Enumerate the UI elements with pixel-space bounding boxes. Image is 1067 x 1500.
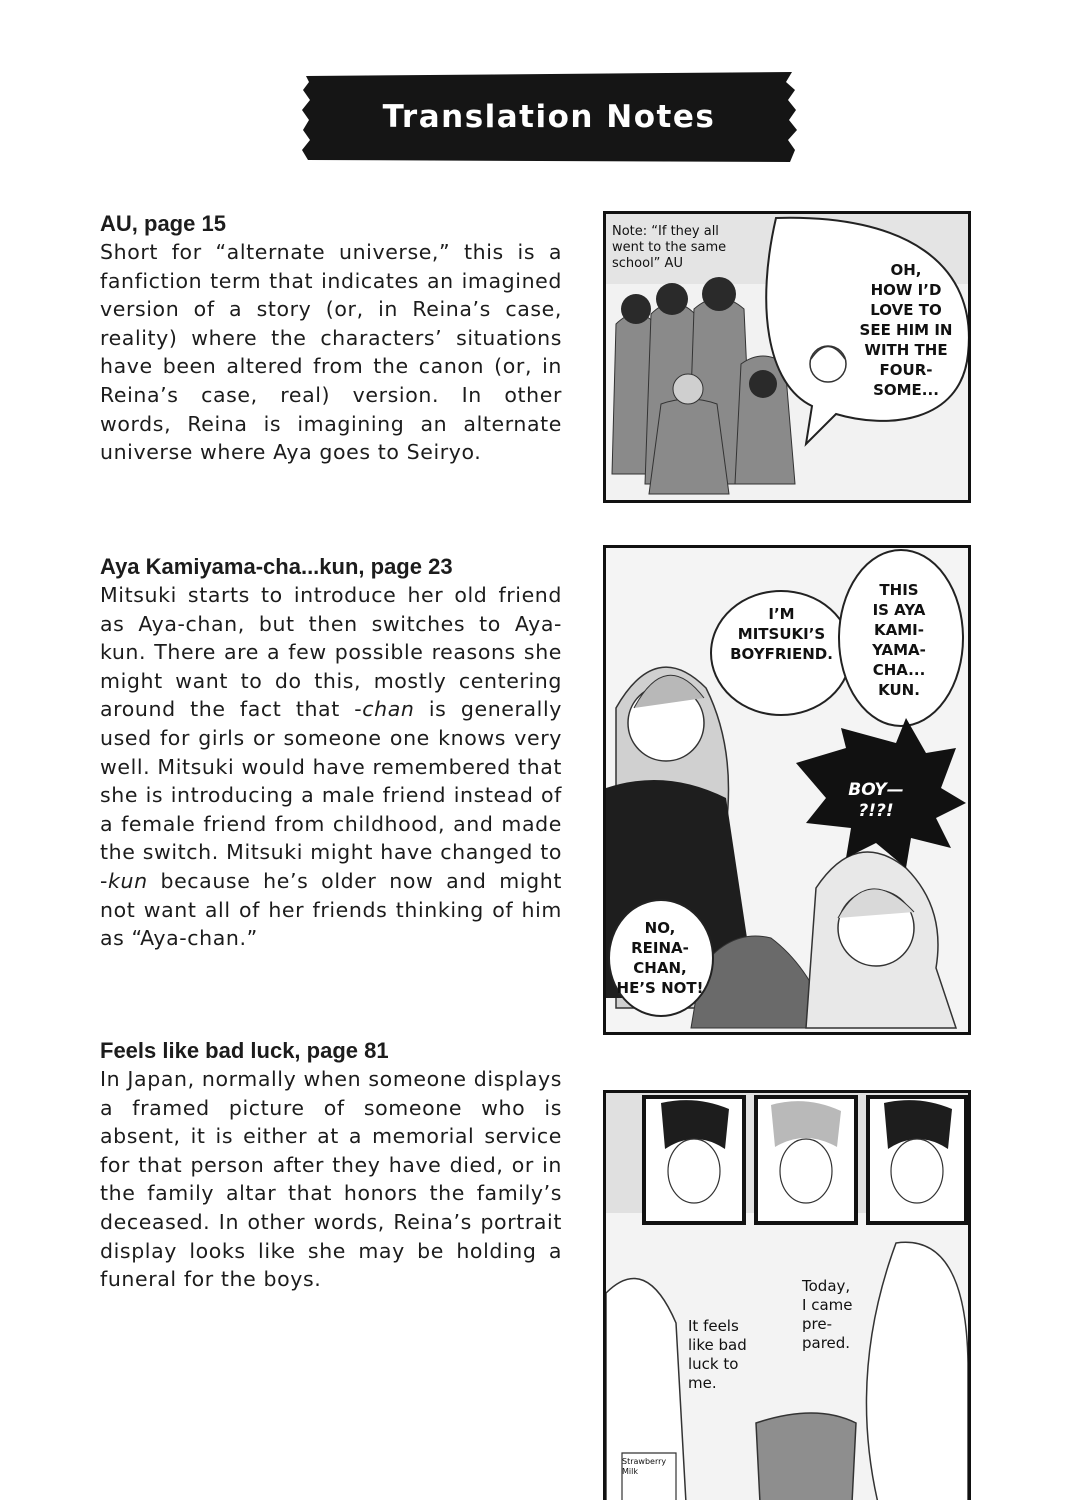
note-au bbox=[100, 210, 562, 467]
handwritten-it-feels: It feels like bad luck to me. bbox=[688, 1317, 747, 1392]
speech-bubble-boyfriend: I’M MITSUKI’S BOYFRIEND. bbox=[730, 605, 833, 663]
carton-label: Strawberry Milk bbox=[622, 1457, 667, 1476]
note-heading: Feels like bad luck, page 81 bbox=[100, 1038, 389, 1063]
speech-bubble-this-is-aya: THIS IS AYA KAMI- YAMA- CHA... KUN. bbox=[872, 581, 926, 699]
manga-panel-bad-luck bbox=[603, 1090, 971, 1500]
note-bad-luck bbox=[100, 1037, 562, 1294]
note-heading: Aya Kamiyama-cha...kun, page 23 bbox=[100, 554, 453, 579]
handwritten-today: Today, I came pre- pared. bbox=[802, 1277, 853, 1352]
note-body: Mitsuki starts to introduce her old friend as Aya-chan, but then switches to Aya-kun. There are a few possible reasons she might want to do this, mostly centering around the fact that -chan is generally used for girls or someone one knows very well. Mitsuki would have remembered that she is introducing a male friend instead of a female friend from childhood, and made the switch. Mitsuki might have changed to -kun because he’s older now and might not want all of her friends thinking of him as “Aya-chan.” bbox=[100, 583, 563, 951]
manga-panel-aya-kamiyama bbox=[603, 545, 971, 1035]
speech-bubble-no-reina: NO, REINA- CHAN, HE’S NOT! bbox=[616, 919, 704, 997]
burst-text-boy: BOY— ?!?! bbox=[848, 780, 904, 821]
page-title: Translation Notes bbox=[382, 99, 716, 135]
speech-bubble-oh-how: OH, HOW I’D LOVE TO SEE HIM IN WITH THE FOUR- SOME... bbox=[859, 261, 953, 399]
title-banner bbox=[300, 70, 798, 164]
manga-panel-au bbox=[603, 211, 971, 503]
note-body: In Japan, normally when someone displays a framed picture of someone who is absent, it is either at a memorial service for that person after they have died, or in the family altar that honors the family’s deceased. In other words, Reina’s portrait display looks like she may be holding a funeral for the boys. bbox=[100, 1067, 562, 1292]
note-aya-kamiyama bbox=[100, 553, 562, 953]
note-caption: Note: “If they all went to the same school” AU bbox=[612, 224, 727, 271]
note-heading: AU, page 15 bbox=[100, 211, 226, 236]
panel-artwork bbox=[606, 1093, 968, 1500]
note-body: Short for “alternate universe,” this is a fanfiction term that indicates an imagined version of a story (or, in Reina’s case, reality) where the characters’ situations have been altered from the canon (or, in Reina’s case, real) version. In other words, Reina is imagining an alternate universe where Aya goes to Seiryo. bbox=[100, 240, 562, 465]
